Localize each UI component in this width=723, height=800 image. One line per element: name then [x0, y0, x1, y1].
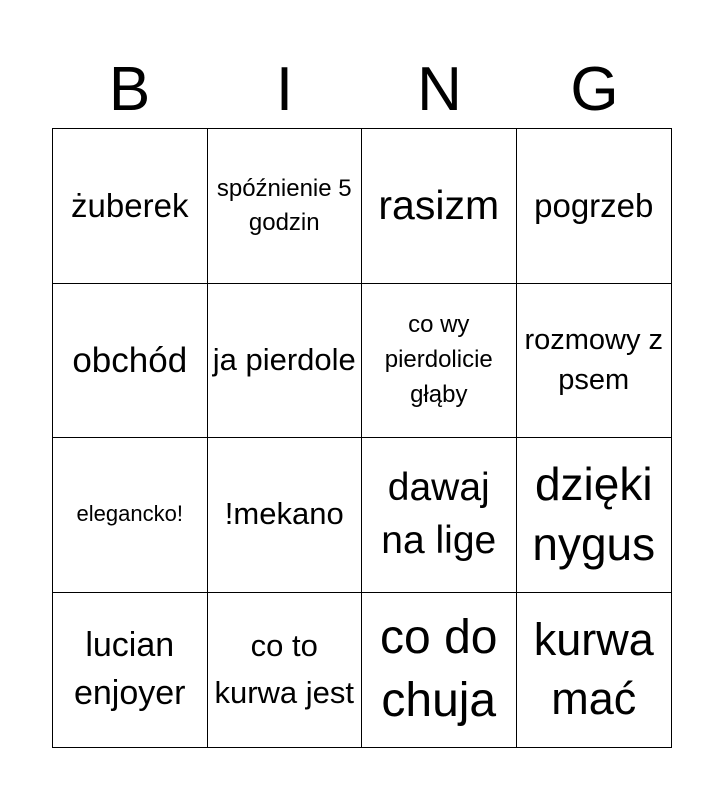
bingo-cell-r1c3[interactable] — [362, 129, 517, 284]
bingo-cell-r1c4[interactable] — [517, 129, 672, 284]
bingo-cell-r4c3[interactable] — [362, 593, 517, 748]
bingo-cell-r1c2[interactable] — [208, 129, 363, 284]
header-letter-g: G — [570, 55, 619, 124]
cell-label: lucian enjoyer — [73, 626, 186, 712]
bingo-cell-r2c4[interactable] — [517, 284, 672, 439]
bingo-cell-r4c2[interactable] — [208, 593, 363, 748]
cell-label: elegancko! — [76, 501, 183, 527]
cell-label: !mekano — [224, 496, 344, 532]
header-letter-i: I — [275, 55, 294, 124]
bingo-cell-r1c1[interactable] — [53, 129, 208, 284]
bingo-cell-r3c2[interactable] — [208, 438, 363, 593]
cell-label: rasizm — [378, 182, 500, 229]
cell-label: dawaj na lige — [381, 466, 497, 562]
bingo-cell-r2c1[interactable] — [53, 284, 208, 439]
cell-label: kurwa mać — [533, 614, 654, 724]
cell-label: co wy pierdolicie głąby — [384, 311, 493, 408]
cell-label: dzięki nygus — [532, 457, 656, 570]
cell-label: co to kurwa jest — [214, 628, 355, 710]
cell-label: ja pierdole — [212, 341, 356, 377]
cell-label: żuberek — [71, 186, 189, 224]
cell-label: obchód — [72, 340, 188, 380]
bingo-board — [52, 128, 672, 748]
cell-label: spóźnienie 5 godzin — [216, 175, 352, 236]
bingo-cell-r3c3[interactable] — [362, 438, 517, 593]
header-letter-b: B — [108, 55, 151, 124]
bingo-cell-r4c1[interactable] — [53, 593, 208, 748]
bingo-cell-r3c4[interactable] — [517, 438, 672, 593]
cell-label: rozmowy z psem — [524, 323, 664, 397]
bingo-header — [52, 50, 672, 130]
bingo-cell-r3c1[interactable] — [53, 438, 208, 593]
cell-label: co do chuja — [380, 611, 498, 727]
bingo-cell-r2c2[interactable] — [208, 284, 363, 439]
bingo-cell-r2c3[interactable] — [362, 284, 517, 439]
bingo-cell-r4c4[interactable] — [517, 593, 672, 748]
header-letter-n: N — [417, 55, 462, 124]
cell-label: pogrzeb — [534, 186, 654, 224]
